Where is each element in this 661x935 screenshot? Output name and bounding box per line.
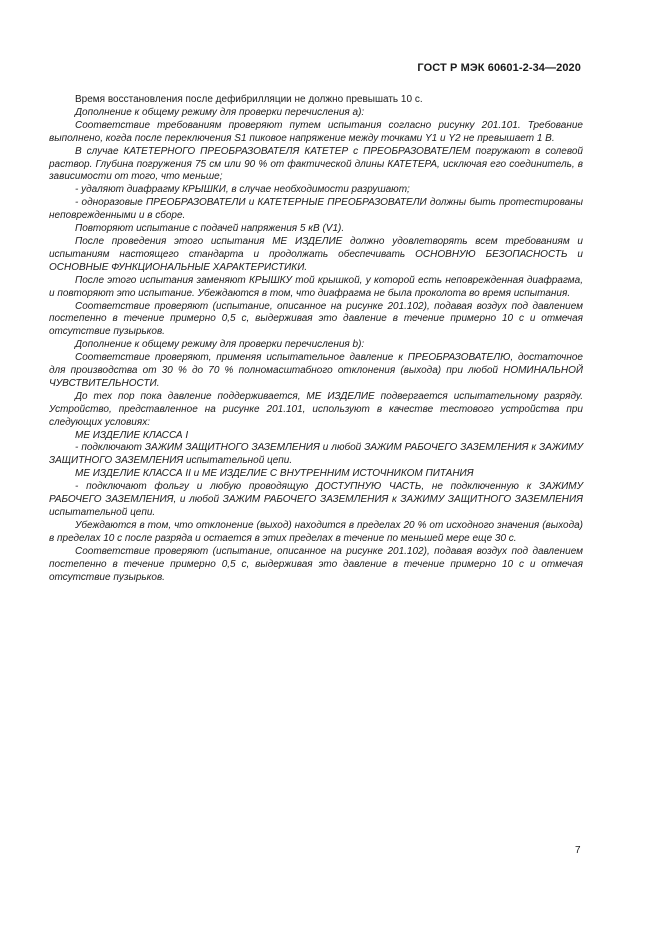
body-paragraph: До тех пор пока давление поддерживается, МЕ ИЗДЕЛИЕ подвергается испытательному разряду. Устройство, представленное на рисунке 201.101, используют в качестве тестового устройства при следующих условиях: bbox=[49, 390, 583, 428]
body-paragraph: - подключают фольгу и любую проводящую ДОСТУПНУЮ ЧАСТЬ, не подключенную к ЗАЖИМУ РАБОЧЕГО ЗАЗЕМЛЕНИЯ, и любой ЗАЖИМ РАБОЧЕГО ЗАЗЕМЛЕНИЯ к ЗАЖИМУ ЗАЩИТНОГО ЗАЗЕМЛЕНИЯ испытательной цепи. bbox=[49, 481, 583, 518]
body-paragraph: Повторяют испытание с подачей напряжения 5 кВ (V1). bbox=[75, 223, 345, 235]
body-paragraph: Соответствие требованиям проверяют путем испытания согласно рисунку 201.101. Требование выполнено, когда после переключения S1 пиковое напряжение между точками Y1 и Y2 не превышает 1 В. bbox=[49, 119, 583, 144]
body-paragraph: Соответствие проверяют (испытание, описанное на рисунке 201.102), подавая воздух под давлением постепенно в течение примерно 0,5 с, выдерживая это давление в течение примерно 10 с и отмечая отсутствие пузырьков. bbox=[49, 545, 583, 583]
body-paragraph: - подключают ЗАЖИМ ЗАЩИТНОГО ЗАЗЕМЛЕНИЯ и любой ЗАЖИМ РАБОЧЕГО ЗАЗЕМЛЕНИЯ к ЗАЖИМУ ЗАЩИТНОГО ЗАЗЕМЛЕНИЯ испытательной цепи. bbox=[49, 442, 583, 467]
body-paragraph: Время восстановления после дефибрилляции не должно превышать 10 с. bbox=[75, 94, 423, 105]
body-paragraph: Соответствие проверяют, применяя испытательное давление к ПРЕОБРАЗОВАТЕЛЮ, достаточное для производства от 30 % до 70 % полномасштабного отклонения (выхода) при любой НОМИНАЛЬНОЙ ЧУВСТВИТЕЛЬНОСТИ. bbox=[49, 352, 583, 389]
body-paragraph: МЕ ИЗДЕЛИЕ КЛАССА I bbox=[75, 429, 189, 441]
body-paragraph: Соответствие проверяют (испытание, описанное на рисунке 201.102), подавая воздух под давлением постепенно в течение примерно 0,5 с, выдерживая это давление в течение примерно 10 с и отмечая отсутствие пузырьков. bbox=[49, 300, 583, 338]
body-paragraph: После этого испытания заменяют КРЫШКУ той крышкой, у которой есть неповрежденная диафрагма, и повторяют это испытание. Убеждаются в том, что диафрагма не была проколота во время испытания. bbox=[49, 274, 583, 299]
body-paragraph: В случае КАТЕТЕРНОГО ПРЕОБРАЗОВАТЕЛЯ КАТЕТЕР с ПРЕОБРАЗОВАТЕЛЕМ погружают в солевой раствор. Глубина погружения 75 см или 90 % от фактической длины КАТЕТЕРА, исключая его соединитель, в зависимости от того, что меньше; bbox=[49, 145, 583, 183]
body-paragraph: МЕ ИЗДЕЛИЕ КЛАССА II и МЕ ИЗДЕЛИЕ С ВНУТРЕННИМ ИСТОЧНИКОМ ПИТАНИЯ bbox=[75, 468, 474, 480]
body-paragraph: - одноразовые ПРЕОБРАЗОВАТЕЛИ и КАТЕТЕРНЫЕ ПРЕОБРАЗОВАТЕЛИ должны быть протестированы неповрежденными и в сборе. bbox=[49, 197, 583, 222]
page-number: 7 bbox=[575, 845, 581, 856]
body-paragraph: Дополнение к общему режиму для проверки перечисления b): bbox=[75, 339, 365, 351]
document-header-id: ГОСТ Р МЭК 60601-2-34—2020 bbox=[417, 62, 581, 74]
body-paragraph: После проведения этого испытания МЕ ИЗДЕЛИЕ должно удовлетворять всем требованиям и испытаниям настоящего стандарта и продолжать обеспечивать ОСНОВНУЮ БЕЗОПАСНОСТЬ и ОСНОВНЫЕ ФУНКЦИОНАЛЬНЫЕ ХАРАКТЕРИСТИКИ. bbox=[49, 235, 583, 273]
body-paragraph: - удаляют диафрагму КРЫШКИ, в случае необходимости разрушают; bbox=[75, 184, 410, 196]
body-paragraph: Убеждаются в том, что отклонение (выход) находится в пределах 20 % от исходного значения (выхода) в пределах 10 с после разряда и остается в этих пределах в течение по меньшей мере еще 30 с. bbox=[49, 519, 583, 544]
document-body bbox=[49, 94, 583, 584]
body-paragraph: Дополнение к общему режиму для проверки перечисления a): bbox=[75, 106, 365, 118]
